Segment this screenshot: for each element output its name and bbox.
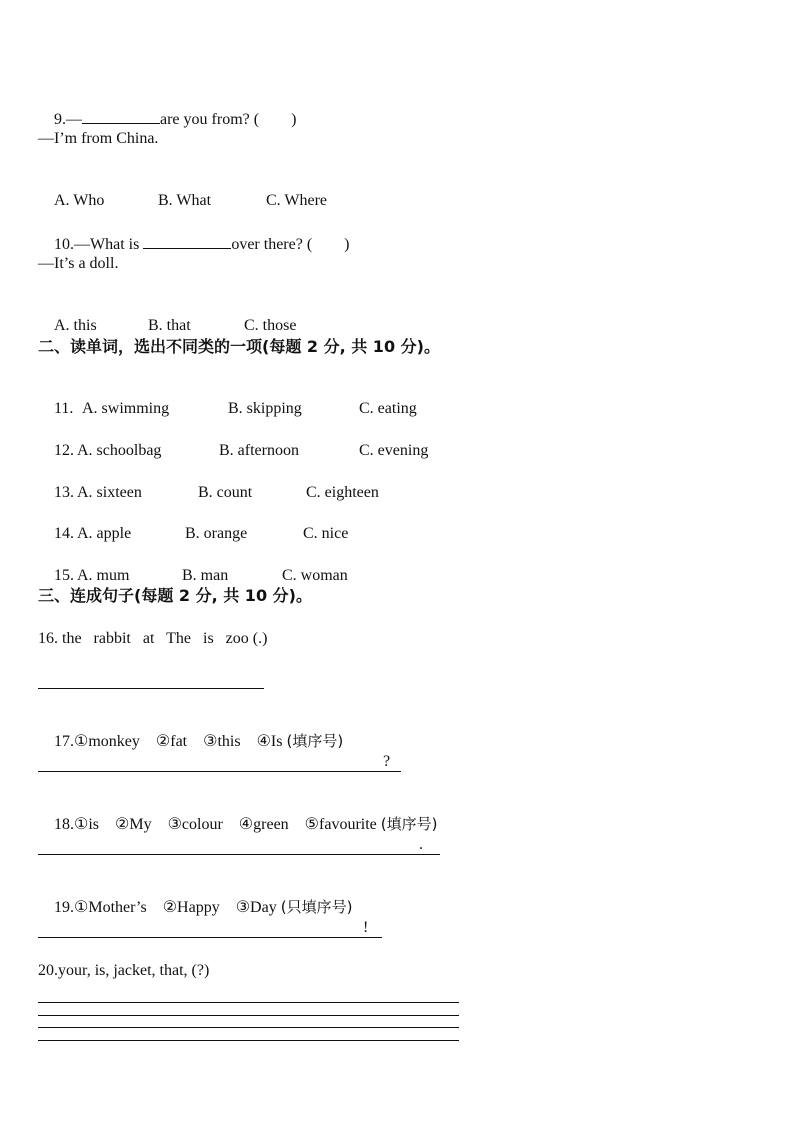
q14-option-c: C. nice — [303, 525, 349, 542]
q11-option-b: B. skipping — [228, 400, 302, 417]
q9-suffix: are you from? ( ) — [160, 111, 297, 128]
q9-option-c: C. Where — [266, 192, 328, 209]
q14-number: 14. — [54, 525, 74, 542]
q14-option-a: A. apple — [77, 525, 132, 542]
question-17 — [38, 711, 343, 772]
q13-option-b: B. count — [198, 484, 253, 501]
q9-prefix: 9.— — [54, 111, 82, 128]
question-19 — [38, 877, 352, 938]
q18-words: 18.①is ②My ③colour ④green ⑤favourite — [54, 816, 381, 833]
q10-prefix: 10.—What is — [54, 236, 144, 253]
q20-answer-line-3[interactable] — [38, 1027, 459, 1028]
q11-option-a: A. swimming — [82, 400, 170, 417]
q10-answer-blank[interactable] — [143, 233, 231, 249]
q15-option-a: A. mum — [77, 567, 130, 584]
q17-end-mark: ? — [383, 753, 391, 770]
q20-answer-line-1[interactable] — [38, 1002, 459, 1003]
q20-answer-line-4[interactable] — [38, 1040, 459, 1041]
q12-option-a: A. schoolbag — [77, 442, 162, 459]
q12-option-b: B. afternoon — [219, 442, 299, 459]
section-3-heading: 三、连成句子(每题 2 分, 共 10 分)。 — [38, 586, 312, 605]
q10-option-b: B. that — [148, 317, 191, 334]
q12-option-c: C. evening — [359, 442, 429, 459]
q13-number: 13. — [54, 484, 74, 501]
question-20: 20.your, is, jacket, that, (?) — [38, 962, 210, 979]
q17-words: 17.①monkey ②fat ③this ④Is — [54, 733, 287, 750]
q19-hint: (只填序号) — [280, 898, 353, 916]
q18-hint: (填序号) — [380, 815, 438, 833]
q11-number: 11. — [54, 400, 74, 417]
q10-suffix: over there? ( ) — [231, 236, 350, 253]
q17-hint: (填序号) — [286, 732, 344, 750]
q11-option-c: C. eating — [359, 400, 417, 417]
question-18 — [38, 794, 438, 855]
q14-option-b: B. orange — [185, 525, 248, 542]
q18-answer-line[interactable] — [38, 854, 440, 855]
q13-option-c: C. eighteen — [306, 484, 379, 501]
q9-option-b: B. What — [158, 192, 212, 209]
q19-words: 19.①Mother’s ②Happy ③Day — [54, 899, 281, 916]
q9-answer-blank[interactable] — [82, 108, 160, 124]
q19-answer-line[interactable] — [38, 937, 382, 938]
q15-number: 15. — [54, 567, 74, 584]
q19-end-mark: ! — [363, 919, 369, 936]
section-2-heading: 二、读单词，选出不同类的一项(每题 2 分, 共 10 分)。 — [38, 337, 440, 356]
q15-option-c: C. woman — [282, 567, 348, 584]
q15-option-b: B. man — [182, 567, 229, 584]
q13-option-a: A. sixteen — [77, 484, 142, 501]
q10-reply: —It’s a doll. — [38, 255, 119, 272]
q12-number: 12. — [54, 442, 74, 459]
q9-option-a: A. Who — [54, 192, 105, 209]
q16-answer-line[interactable] — [38, 688, 264, 689]
q20-answer-line-2[interactable] — [38, 1015, 459, 1016]
question-16: 16. the rabbit at The is zoo (.) — [38, 630, 268, 647]
q17-answer-line[interactable] — [38, 771, 401, 772]
q18-end-mark: . — [419, 836, 423, 853]
q10-option-c: C. those — [244, 317, 297, 334]
q9-reply: —I’m from China. — [38, 130, 159, 147]
q10-option-a: A. this — [54, 317, 97, 334]
